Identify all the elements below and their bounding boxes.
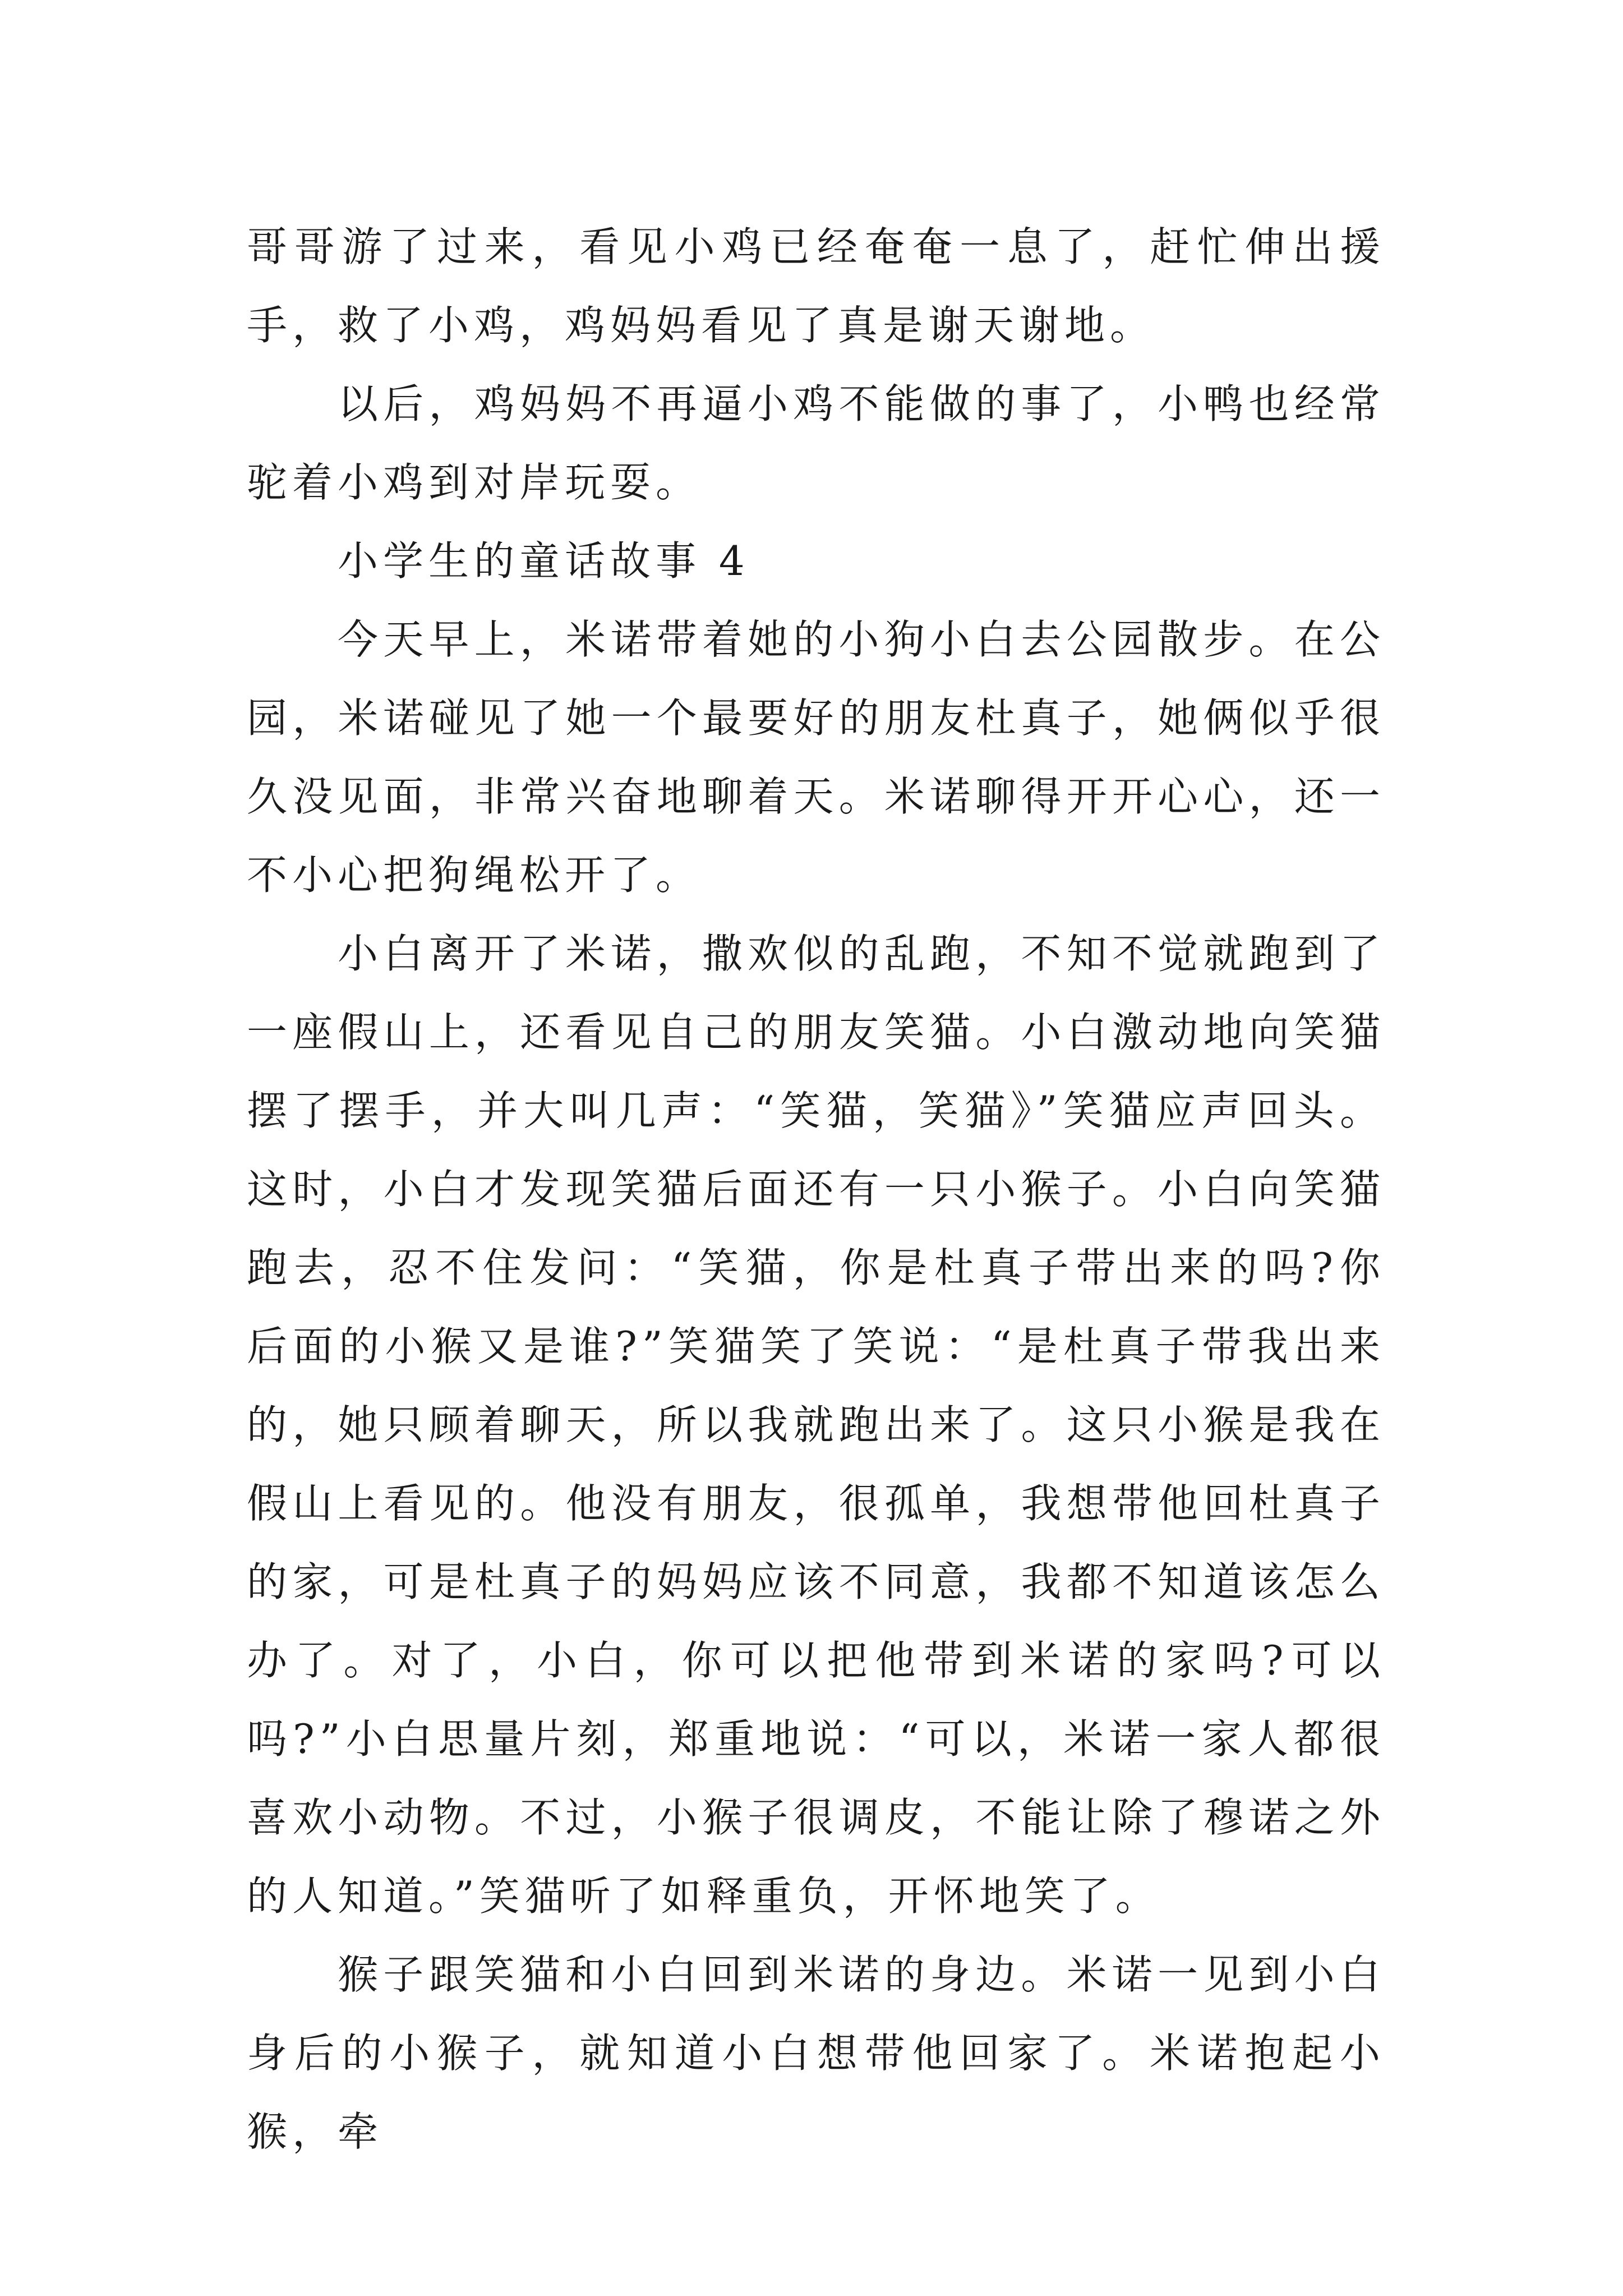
paragraph-park-walk: 今天早上，米诺带着她的小狗小白去公园散步。在公园，米诺碰见了她一个最要好的朋友杜真子，她俩似乎很久没见面，非常兴奋地聊着天。米诺聊得开开心心，还一不小心把狗绳松开了。 (247, 616, 1385, 899)
paragraph-rescue-ending: 哥哥游了过来，看见小鸡已经奄奄一息了，赶忙伸出援手，救了小鸡，鸡妈妈看见了真是谢天谢地。 (247, 223, 1385, 349)
document-body (247, 208, 1385, 2171)
paragraph-afterwards: 以后，鸡妈妈不再逼小鸡不能做的事了，小鸭也经常驼着小鸡到对岸玩耍。 (247, 380, 1385, 506)
paragraph-little-white-runs: 小白离开了米诺，撒欢似的乱跑，不知不觉就跑到了一座假山上，还看见自己的朋友笑猫。小白激动地向笑猫摆了摆手，并大叫几声：“笑猫，笑猫》”笑猫应声回头。这时，小白才发现笑猫后面还有一只小猴子。小白向笑猫跑去，忍不住发问：“笑猫，你是杜真子带出来的吗?你后面的小猴又是谁?”笑猫笑了笑说：“是杜真子带我出来的，她只顾着聊天，所以我就跑出来了。这只小猴是我在假山上看见的。他没有朋友，很孤单，我想带他回杜真子的家，可是杜真子的妈妈应该不同意，我都不知道该怎么办了。对了，小白，你可以把他带到米诺的家吗?可以吗?”小白思量片刻，郑重地说：“可以，米诺一家人都很喜欢小动物。不过，小猴子很调皮，不能让除了穆诺之外的人知道。”笑猫听了如释重负，开怀地笑了。 (247, 930, 1385, 1920)
story-heading-4: 小学生的童话故事 4 (338, 537, 750, 585)
paragraph-monkey-returns: 猴子跟笑猫和小白回到米诺的身边。米诺一见到小白身后的小猴子，就知道小白想带他回家了。米诺抱起小猴，牵 (247, 1951, 1385, 2155)
